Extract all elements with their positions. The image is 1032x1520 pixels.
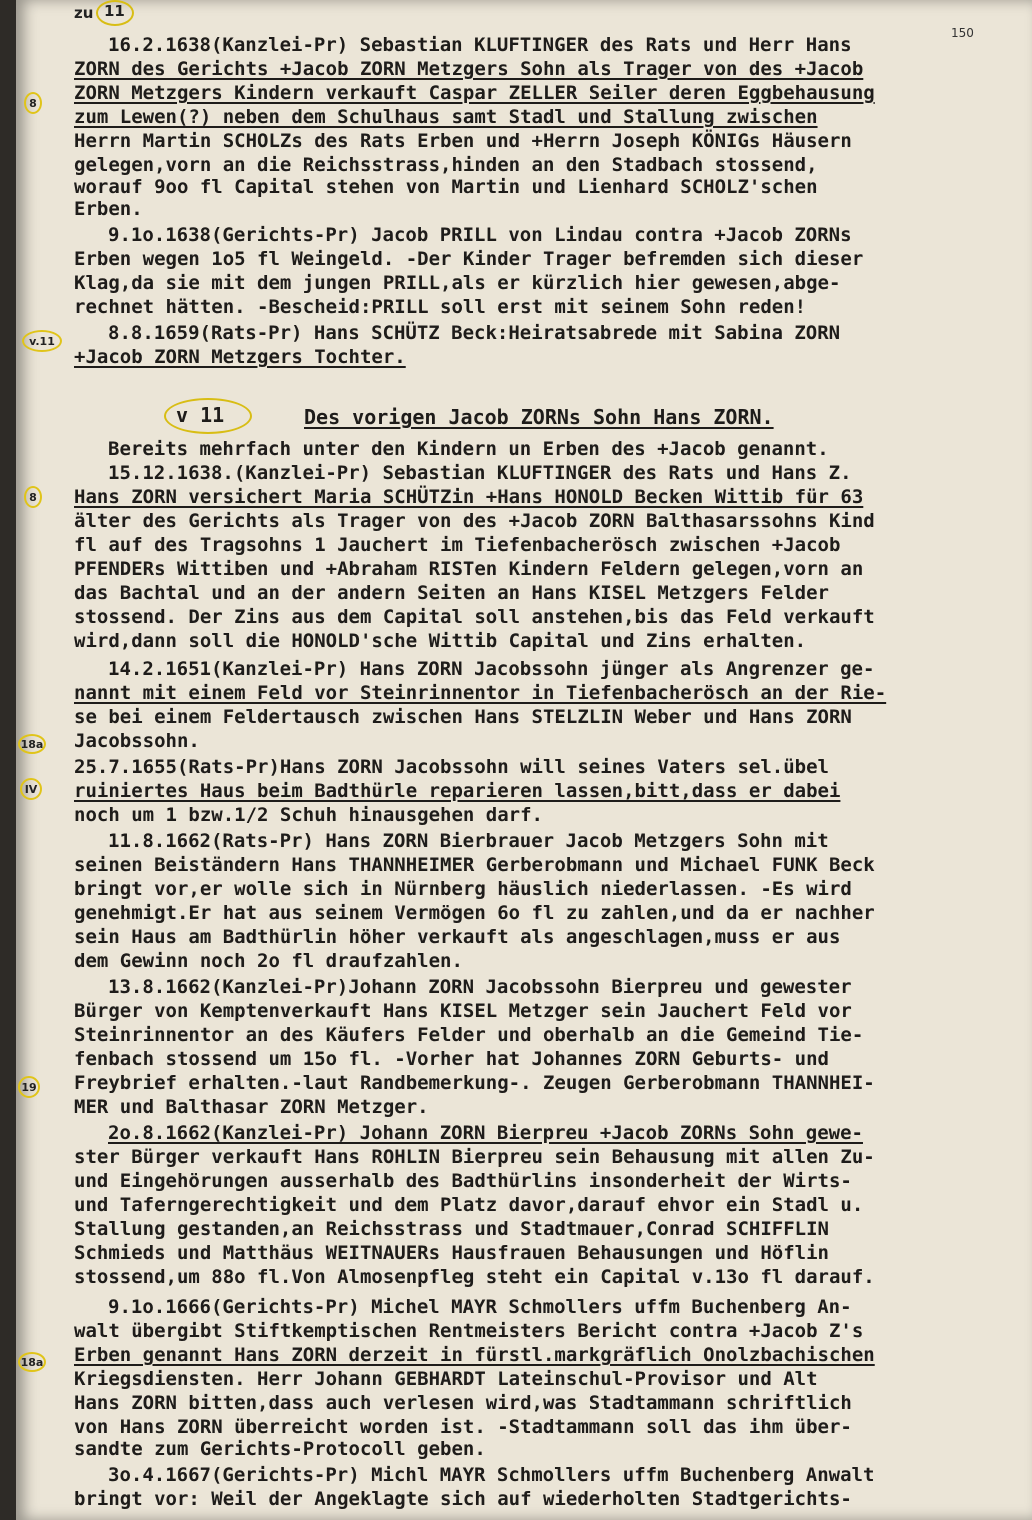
text-line: älter des Gerichts als Trager von des +Jacob ZORN Balthasarssohns Kind	[74, 510, 875, 532]
text-line: 14.2.1651(Kanzlei-Pr) Hans ZORN Jacobssohn jünger als Angrenzer ge-	[108, 658, 875, 680]
text-line: von Hans ZORN überreicht worden ist. -Stadtammann soll das ihm über-	[74, 1416, 852, 1438]
header-ref-label: zu	[74, 4, 94, 22]
text-line: 9.1o.1638(Gerichts-Pr) Jacob PRILL von Lindau contra +Jacob ZORNs	[108, 224, 852, 246]
text-line: stossend,um 88o fl.Von Almosenpfleg steht ein Capital v.13o fl darauf.	[74, 1266, 875, 1288]
text-line: genehmigt.Er hat aus seinem Vermögen 6o fl zu zahlen,und da er nachher	[74, 902, 875, 924]
text-line: 11.8.1662(Rats-Pr) Hans ZORN Bierbrauer Jacob Metzgers Sohn mit	[108, 830, 829, 852]
text-line: Schmieds und Matthäus WEITNAUERs Hausfrauen Behausungen und Höflin	[74, 1242, 829, 1264]
text-line: Steinrinnentor an des Käufers Felder und oberhalb an die Gemeind Tie-	[74, 1024, 864, 1046]
document-page	[16, 0, 1032, 1520]
margin-mark: v.11	[22, 330, 62, 352]
text-line: noch um 1 bzw.1/2 Schuh hinausgehen darf.	[74, 804, 543, 826]
text-line: das Bachtal und an der andern Seiten an Hans KISEL Metzgers Felder	[74, 582, 829, 604]
text-line: PFENDERs Wittiben und +Abraham RISTen Kindern Feldern gelegen,vorn an	[74, 558, 864, 580]
text-line: 15.12.1638.(Kanzlei-Pr) Sebastian KLUFTINGER des Rats und Hans Z.	[108, 462, 852, 484]
text-line: 2o.8.1662(Kanzlei-Pr) Johann ZORN Bierpreu +Jacob ZORNs Sohn gewe-	[108, 1122, 863, 1144]
text-line: bringt vor,er wolle sich in Nürnberg häuslich niederlassen. -Es wird	[74, 878, 852, 900]
text-line: Erben wegen 1o5 fl Weingeld. -Der Kinder Trager befremden sich dieser	[74, 248, 864, 270]
text-line: Kriegsdiensten. Herr Johann GEBHARDT Lateinschul-Provisor und Alt	[74, 1368, 818, 1390]
text-line: Herrn Martin SCHOLZs des Rats Erben und +Herrn Joseph KÖNIGs Häusern	[74, 130, 852, 152]
text-line: ruiniertes Haus beim Badthürle reparieren lassen,bitt,dass er dabei	[74, 780, 841, 802]
text-line: bringt vor: Weil der Angeklagte sich auf wiederholten Stadtgerichts-	[74, 1488, 852, 1510]
margin-mark: 8	[24, 92, 42, 114]
text-line: 25.7.1655(Rats-Pr)Hans ZORN Jacobssohn will seines Vaters sel.übel	[74, 756, 829, 778]
page-number: 150	[951, 26, 974, 40]
text-line: MER und Balthasar ZORN Metzger.	[74, 1096, 429, 1118]
text-line: ZORN des Gerichts +Jacob ZORN Metzgers Sohn als Trager von des +Jacob	[74, 58, 864, 80]
text-line: nannt mit einem Feld vor Steinrinnentor in Tiefenbacherösch an der Rie-	[74, 682, 887, 704]
margin-mark: IV	[20, 778, 42, 800]
text-line: Freybrief erhalten.-laut Randbemerkung-. Zeugen Gerberobmann THANNHEI-	[74, 1072, 875, 1094]
text-line: sandte zum Gerichts-Protocoll geben.	[74, 1438, 486, 1460]
section-title: Des vorigen Jacob ZORNs Sohn Hans ZORN.	[304, 405, 774, 429]
text-line: wird,dann soll die HONOLD'sche Wittib Capital und Zins erhalten.	[74, 630, 807, 652]
text-line: zum Lewen(?) neben dem Schulhaus samt Stadl und Stallung zwischen	[74, 106, 818, 128]
margin-mark: 18a	[18, 1352, 46, 1372]
text-line: sein Haus am Badthürlin höher verkauft als angeschlagen,muss er aus	[74, 926, 841, 948]
header-ref-number: 11	[104, 2, 125, 20]
text-line: und Taferngerechtigkeit und dem Platz davor,darauf ehvor ein Stadl u.	[74, 1194, 864, 1216]
text-line: und Eingehörungen ausserhalb des Badthürlins insonderheit der Wirts-	[74, 1170, 852, 1192]
text-line: worauf 9oo fl Capital stehen von Martin und Lienhard SCHOLZ'schen	[74, 176, 818, 198]
text-line: se bei einem Feldertausch zwischen Hans STELZLIN Weber und Hans ZORN	[74, 706, 852, 728]
text-line: Klag,da sie mit dem jungen PRILL,als er kürzlich hier gewesen,abge-	[74, 272, 841, 294]
section-label: v 11	[176, 403, 225, 427]
text-line: rechnet hätten. -Bescheid:PRILL soll erst mit seinem Sohn reden!	[74, 296, 807, 318]
text-line: Stallung gestanden,an Reichsstrass und Stadtmauer,Conrad SCHIFFLIN	[74, 1218, 829, 1240]
margin-mark: 19	[18, 1076, 40, 1098]
text-line: 16.2.1638(Kanzlei-Pr) Sebastian KLUFTINGER des Rats und Herr Hans	[108, 34, 852, 56]
text-line: +Jacob ZORN Metzgers Tochter.	[74, 346, 406, 368]
text-line: gelegen,vorn an die Reichsstrass,hinden an den Stadbach stossend,	[74, 154, 818, 176]
text-line: Hans ZORN bitten,dass auch verlesen wird,was Stadtammann schriftlich	[74, 1392, 852, 1414]
text-line: Bürger von Kemptenverkauft Hans KISEL Metzger sein Jauchert Feld vor	[74, 1000, 852, 1022]
text-line: 8.8.1659(Rats-Pr) Hans SCHÜTZ Beck:Heiratsabrede mit Sabina ZORN	[108, 322, 841, 344]
text-line: Erben genannt Hans ZORN derzeit in fürstl.markgräflich Onolzbachischen	[74, 1344, 875, 1366]
text-line: seinen Beiständern Hans THANNHEIMER Gerberobmann und Michael FUNK Beck	[74, 854, 875, 876]
text-line: ster Bürger verkauft Hans ROHLIN Bierpreu sein Behausung mit allen Zu-	[74, 1146, 875, 1168]
text-line: Bereits mehrfach unter den Kindern un Erben des +Jacob genannt.	[108, 438, 829, 460]
margin-mark: 8	[24, 486, 42, 508]
text-line: ZORN Metzgers Kindern verkauft Caspar ZELLER Seiler deren Eggbehausung	[74, 82, 875, 104]
text-line: 3o.4.1667(Gerichts-Pr) Michl MAYR Schmollers uffm Buchenberg Anwalt	[108, 1464, 875, 1486]
text-line: stossend. Der Zins aus dem Capital soll anstehen,bis das Feld verkauft	[74, 606, 875, 628]
text-line: Jacobssohn.	[74, 730, 200, 752]
text-line: 13.8.1662(Kanzlei-Pr)Johann ZORN Jacobssohn Bierpreu und gewester	[108, 976, 852, 998]
text-line: Erben.	[74, 198, 143, 220]
text-line: 9.1o.1666(Gerichts-Pr) Michel MAYR Schmollers uffm Buchenberg An-	[108, 1296, 852, 1318]
text-line: fenbach stossend um 15o fl. -Vorher hat Johannes ZORN Geburts- und	[74, 1048, 829, 1070]
text-line: walt übergibt Stiftkemptischen Rentmeisters Bericht contra +Jacob Z's	[74, 1320, 864, 1342]
text-line: fl auf des Tragsohns 1 Jauchert im Tiefenbacherösch zwischen +Jacob	[74, 534, 841, 556]
text-line: dem Gewinn noch 2o fl draufzahlen.	[74, 950, 463, 972]
margin-mark: 18a	[18, 734, 46, 754]
text-line: Hans ZORN versichert Maria SCHÜTZin +Hans HONOLD Becken Wittib für 63	[74, 486, 864, 508]
